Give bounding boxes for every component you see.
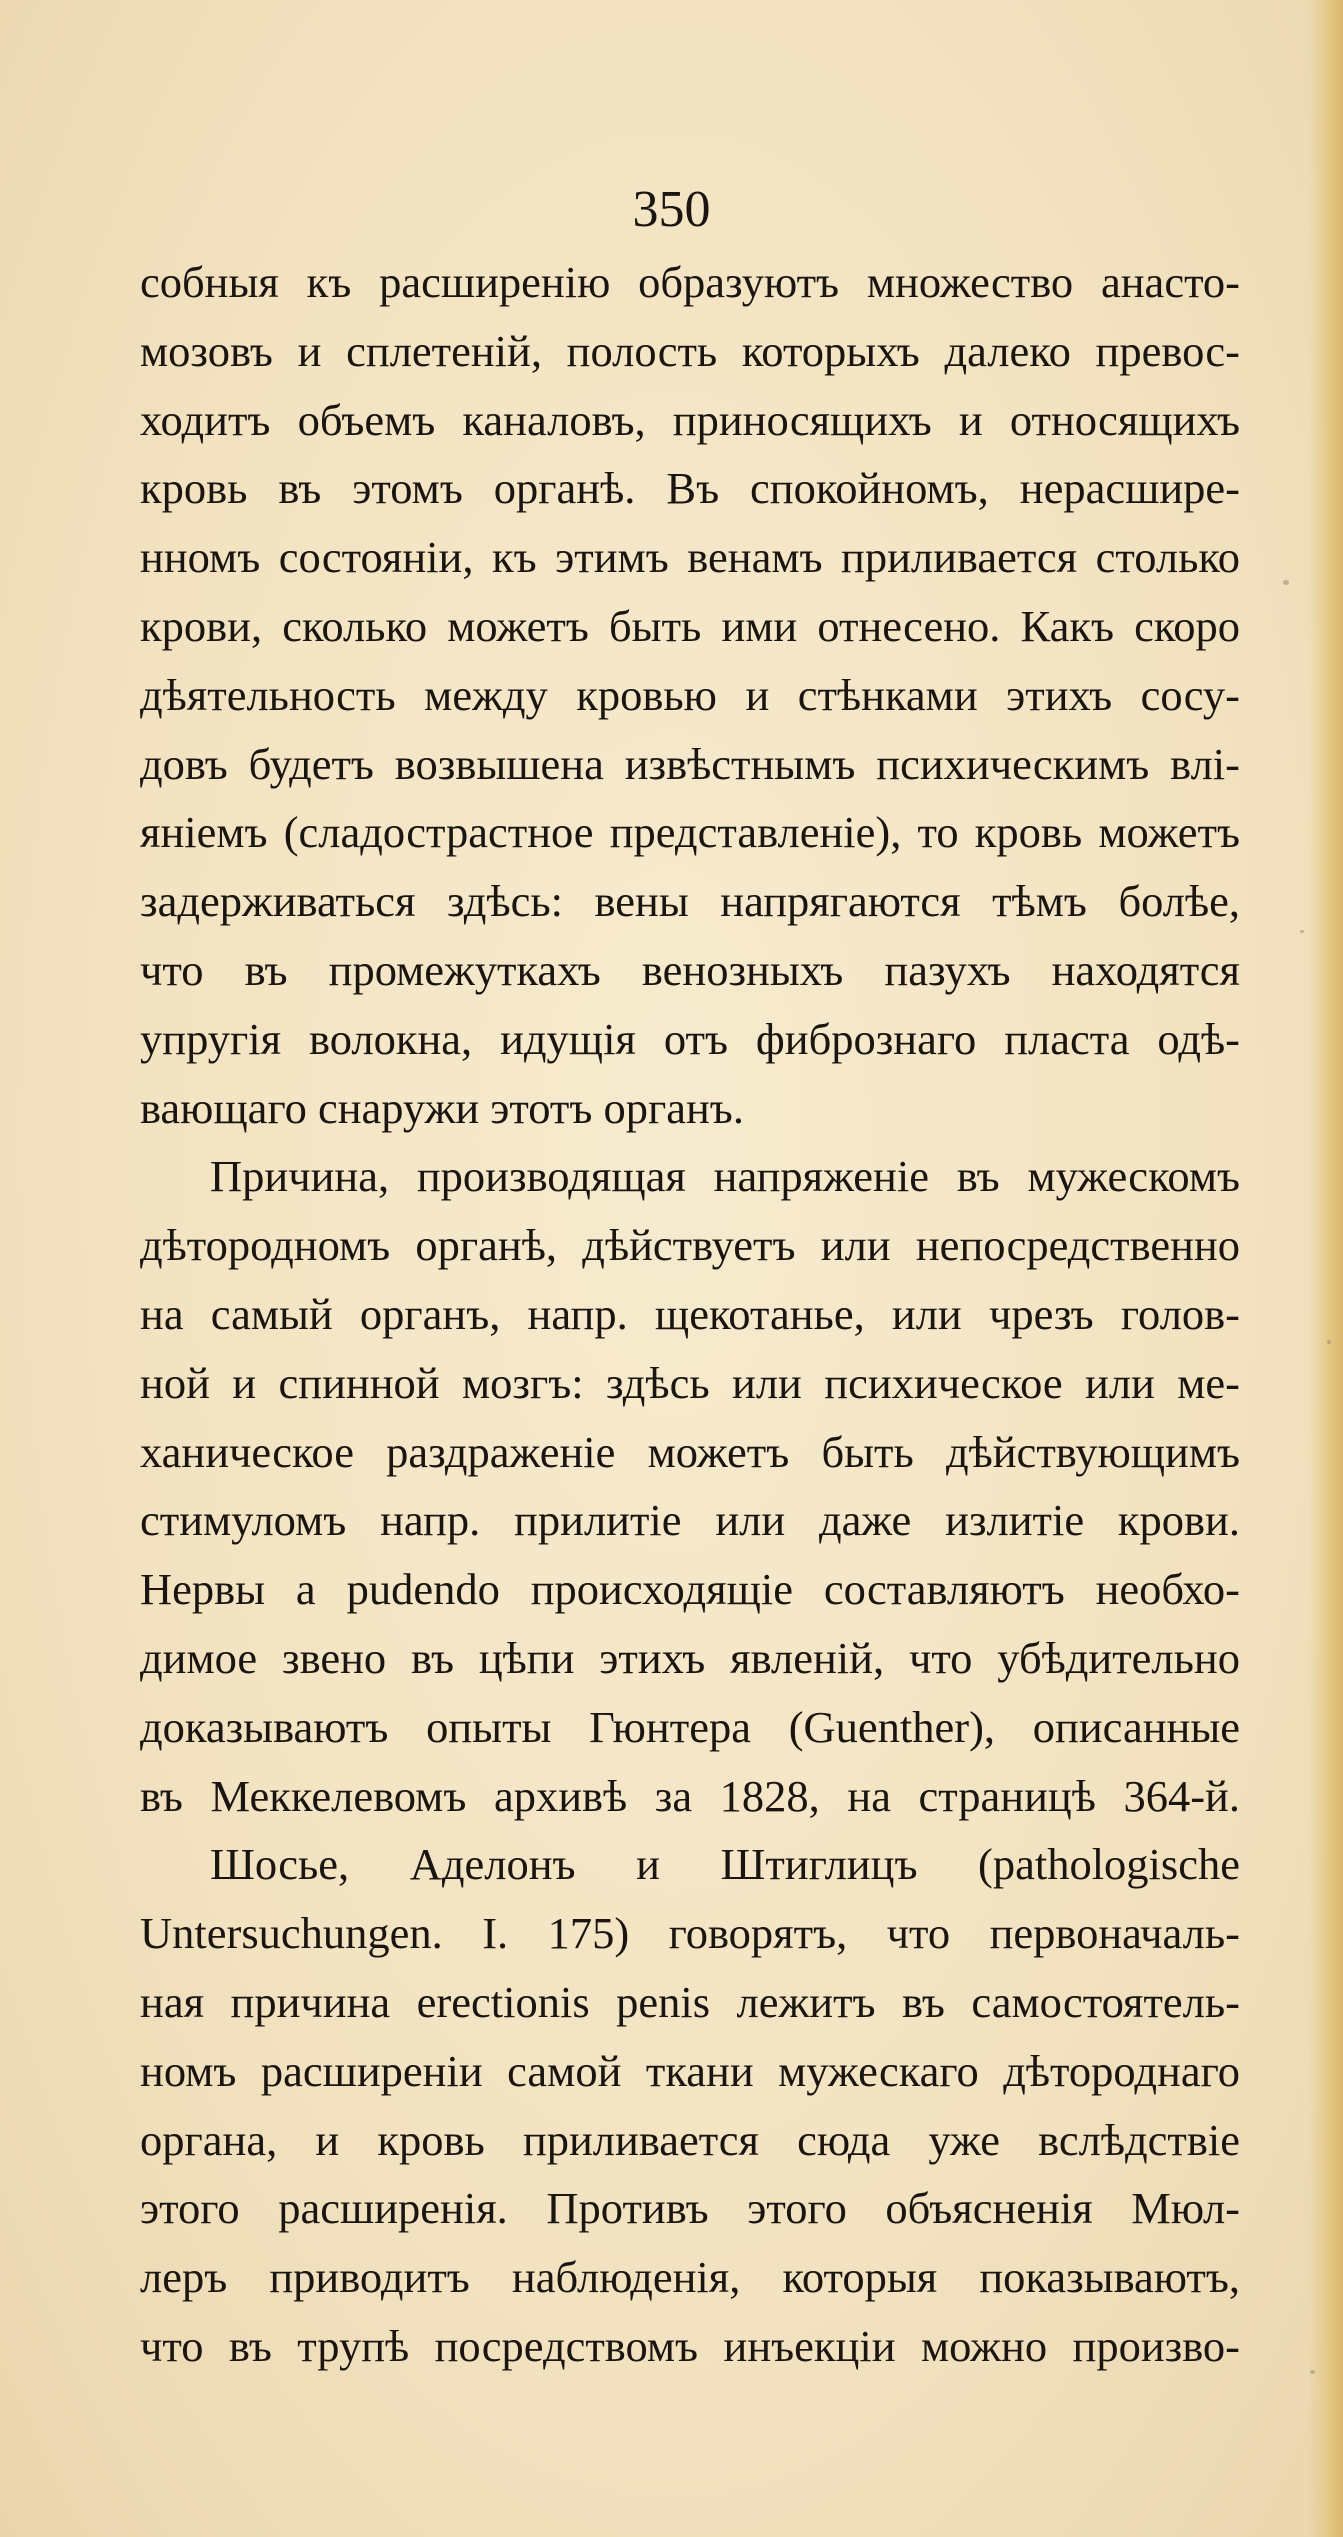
text-line: кровь въ этомъ органѣ. Въ спокойномъ, нерасшире-: [140, 463, 1240, 514]
text-line: номъ расширеніи самой ткани мужескаго дѣтороднаго: [140, 2045, 1240, 2096]
body-text: [140, 248, 1240, 2381]
text-line: леръ приводитъ наблюденія, которыя показываютъ,: [140, 2252, 1240, 2303]
text-line: этого расширенія. Противъ этого объясненія Мюл-: [140, 2183, 1240, 2234]
text-line: что въ промежуткахъ венозныхъ пазухъ находятся: [140, 944, 1240, 995]
text-line: доказываютъ опыты Гюнтера (Guenther), описанные: [140, 1701, 1240, 1752]
text-line: органа, и кровь приливается сюда уже вслѣдствіе: [140, 2114, 1240, 2165]
text-line: задерживаться здѣсь: вены напрягаются тѣмъ болѣе,: [140, 876, 1240, 927]
text-line: собныя къ расширенію образуютъ множество анасто-: [140, 257, 1240, 307]
text-line: Нервы a pudendo происходящіе составляютъ необхо-: [140, 1564, 1240, 1615]
text-line: ходитъ объемъ каналовъ, приносящихъ и относящихъ: [140, 394, 1240, 445]
text-line: дѣятельность между кровью и стѣнками этихъ сосу-: [140, 669, 1240, 720]
paper-speck: [1310, 2370, 1315, 2374]
paper-speck: [1283, 580, 1289, 585]
text-line: ханическое раздраженіе можетъ быть дѣйствующимъ: [140, 1426, 1240, 1477]
text-line: что въ трупѣ посредствомъ инъекціи можно произво-: [140, 2320, 1240, 2371]
text-line: димое звено въ цѣпи этихъ явленій, что убѣдительно: [140, 1632, 1240, 1683]
page-number: 350: [632, 181, 711, 238]
text-line: ная причина erectionis penis лежитъ въ самостоятель-: [140, 1976, 1240, 2027]
text-line: Untersuchungen. I. 175) говорятъ, что первоначаль-: [140, 1908, 1240, 1959]
text-line: довъ будетъ возвышена извѣстнымъ психическимъ влі-: [140, 738, 1240, 789]
page-edge: [1309, 0, 1343, 2537]
paragraph-end-line: вающаго снаружи этотъ органъ.: [140, 1082, 744, 1133]
text-line: мозовъ и сплетеній, полость которыхъ далеко превос-: [140, 325, 1240, 376]
text-line: стимуломъ напр. прилитіе или даже излитіе крови.: [140, 1495, 1240, 1546]
paper-speck: [1327, 1340, 1331, 1344]
text-line: дѣтородномъ органѣ, дѣйствуетъ или непосредственно: [140, 1220, 1240, 1271]
text-line: крови, сколько можетъ быть ими отнесено. Какъ скоро: [140, 600, 1240, 651]
paper-speck: [1300, 930, 1304, 933]
text-line: яніемъ (сладострастное представленіе), то кровь можетъ: [140, 807, 1240, 858]
text-line: нномъ состояніи, къ этимъ венамъ приливается столько: [140, 532, 1240, 583]
text-line: ной и спинной мозгъ: здѣсь или психическое или ме-: [140, 1357, 1240, 1408]
paragraph-start-line: Причина, производящая напряженіе въ мужескомъ: [210, 1151, 1240, 1202]
text-line: въ Меккелевомъ архивѣ за 1828, на страницѣ 364-й.: [140, 1770, 1240, 1821]
text-line: на самый органъ, напр. щекотанье, или чрезъ голов-: [140, 1288, 1240, 1339]
text-line: упругія волокна, идущія отъ фибрознаго пласта одѣ-: [140, 1013, 1240, 1064]
paragraph-start-line: Шосье, Аделонъ и Штиглицъ (pathologische: [210, 1839, 1240, 1890]
